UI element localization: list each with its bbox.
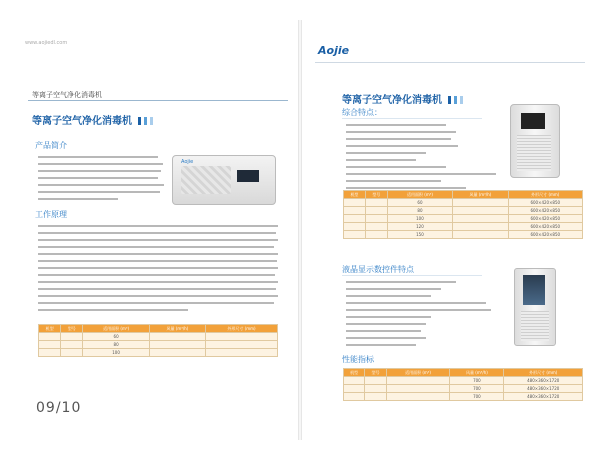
divider (342, 275, 482, 276)
feature-line (346, 152, 426, 154)
grille-icon (521, 311, 549, 341)
table-header-cell: 风量 (m³/h) (453, 191, 508, 199)
feature-line (346, 316, 431, 318)
feature-line (346, 173, 496, 175)
divider (28, 100, 288, 101)
table-cell: 100 (387, 215, 452, 223)
table-cell (365, 231, 387, 239)
feature-line (346, 145, 458, 147)
divider (315, 62, 585, 63)
principle-text-line (38, 274, 275, 276)
principle-text-line (38, 295, 278, 297)
divider (342, 118, 482, 119)
table-cell: 480×360×1720 (504, 385, 583, 393)
principle-text-line (38, 232, 276, 234)
left-header-title: 等离子空气净化消毒机 (32, 91, 102, 99)
table-cell (365, 199, 387, 207)
principle-text-line (38, 302, 274, 304)
table-header-cell: 适用面积 (m³) (83, 325, 149, 333)
table-cell: 60 (83, 333, 149, 341)
feature-line (346, 124, 446, 126)
principle-text-line (38, 281, 278, 283)
table-cell (61, 341, 83, 349)
table-header-cell: 机型 (39, 325, 61, 333)
table-cell (61, 349, 83, 357)
table-cell: 700 (450, 393, 504, 401)
table-cell: 700 (450, 385, 504, 393)
table-cell: 480×360×1720 (504, 377, 583, 385)
table-cell (453, 223, 508, 231)
right-page-title (342, 91, 463, 106)
intro-text-line (38, 191, 160, 193)
feature-line (346, 138, 451, 140)
floor-unit-image-2 (514, 268, 556, 346)
principle-text-line (38, 253, 278, 255)
table-row (344, 385, 583, 393)
feature-line (346, 309, 491, 311)
feature-line (346, 131, 456, 133)
principle-text-line (38, 260, 277, 262)
table-header-cell: 外形尺寸 (mm) (508, 191, 582, 199)
table-cell (344, 215, 366, 223)
table-row (39, 341, 278, 349)
table-row (344, 231, 583, 239)
right-spec-table-1 (343, 190, 583, 239)
page-spine (298, 20, 302, 440)
table-row (344, 215, 583, 223)
table-cell: 120 (387, 223, 452, 231)
title-bars-icon (445, 95, 463, 106)
table-cell: 480×360×1720 (504, 393, 583, 401)
principle-heading: 工作原理 (35, 210, 67, 219)
feature-line (346, 344, 416, 346)
lcd-heading: 液晶显示数控件特点 (342, 265, 414, 274)
table-cell (344, 207, 366, 215)
feature-line (346, 288, 441, 290)
table-row (39, 333, 278, 341)
table-cell (205, 333, 277, 341)
table-cell (453, 207, 508, 215)
feature-line (346, 281, 456, 283)
table-cell (386, 393, 450, 401)
table-header-cell: 型号 (365, 191, 387, 199)
table-cell (365, 393, 386, 401)
feature-line (346, 330, 421, 332)
table-header-row (344, 369, 583, 377)
principle-text-line (38, 267, 278, 269)
table-header-cell: 风量 (m³/h) (450, 369, 504, 377)
table-header-cell: 外形尺寸 (mm) (504, 369, 583, 377)
table-cell (205, 349, 277, 357)
table-cell: 600×420×850 (508, 199, 582, 207)
right-page-title-text: 等离子空气净化消毒机 (342, 95, 442, 106)
table-row (344, 199, 583, 207)
display-panel-icon (521, 113, 545, 129)
table-header-cell: 适用面积 (m³) (386, 369, 450, 377)
table-header-cell: 适用面积 (m³) (387, 191, 452, 199)
table-row (344, 377, 583, 385)
table-cell: 600×420×850 (508, 223, 582, 231)
intro-text-line (38, 170, 161, 172)
left-spec-table (38, 324, 278, 357)
perf-heading: 性能指标 (342, 355, 374, 364)
table-cell: 600×420×850 (508, 215, 582, 223)
table-cell: 150 (387, 231, 452, 239)
brand-logo: Aojie (318, 44, 350, 57)
feature-line (346, 180, 441, 182)
table-cell (149, 341, 205, 349)
table-cell (205, 341, 277, 349)
table-cell (344, 385, 365, 393)
table-header-cell: 外形尺寸 (mm) (205, 325, 277, 333)
wall-unit-image (172, 155, 276, 205)
principle-text-line (38, 239, 278, 241)
table-cell (61, 333, 83, 341)
table-cell (344, 199, 366, 207)
table-cell: 80 (83, 341, 149, 349)
table-header-cell: 型号 (365, 369, 386, 377)
table-row (344, 223, 583, 231)
table-cell (344, 223, 366, 231)
table-cell (365, 215, 387, 223)
table-cell (365, 223, 387, 231)
table-header-cell: 机型 (344, 369, 365, 377)
product-brand: Aojie (181, 159, 194, 165)
floor-unit-image (510, 104, 560, 178)
table-header-cell: 机型 (344, 191, 366, 199)
intro-text-line (38, 184, 164, 186)
table-cell: 100 (83, 349, 149, 357)
table-cell (344, 393, 365, 401)
table-cell (365, 377, 386, 385)
table-header-cell: 风量 (m³/h) (149, 325, 205, 333)
feature-line (346, 166, 446, 168)
table-cell: 600×420×850 (508, 231, 582, 239)
left-page-title-text: 等离子空气净化消毒机 (32, 116, 132, 127)
feature-line (346, 159, 416, 161)
features-heading: 综合特点： (342, 108, 382, 117)
principle-text-line (38, 309, 188, 311)
site-url: www.aojiedl.com (25, 40, 68, 46)
table-cell (39, 349, 61, 357)
feature-line (346, 302, 486, 304)
table-cell (453, 231, 508, 239)
right-spec-table-2 (343, 368, 583, 401)
left-page (10, 20, 290, 440)
table-row (344, 393, 583, 401)
table-cell (453, 199, 508, 207)
table-cell (453, 215, 508, 223)
principle-text-line (38, 225, 278, 227)
table-cell (149, 349, 205, 357)
table-row (39, 349, 278, 357)
table-cell: 80 (387, 207, 452, 215)
table-cell (344, 231, 366, 239)
control-panel-icon (237, 170, 259, 182)
table-row (344, 207, 583, 215)
title-bars-icon (135, 116, 153, 127)
table-cell: 700 (450, 377, 504, 385)
display-panel-icon (523, 275, 545, 305)
table-header-row (39, 325, 278, 333)
intro-text-line (38, 163, 163, 165)
table-header-row (344, 191, 583, 199)
principle-text-line (38, 246, 274, 248)
feature-line (346, 323, 426, 325)
table-cell (386, 377, 450, 385)
page-number: 09/10 (36, 400, 82, 416)
table-cell: 60 (387, 199, 452, 207)
principle-text-line (38, 288, 276, 290)
intro-text-line (38, 156, 158, 158)
table-cell (149, 333, 205, 341)
feature-line (346, 337, 426, 339)
table-cell (386, 385, 450, 393)
table-cell (344, 377, 365, 385)
table-cell (365, 385, 386, 393)
table-cell (39, 341, 61, 349)
intro-text-line (38, 198, 118, 200)
intro-heading: 产品简介 (35, 141, 67, 150)
table-cell (39, 333, 61, 341)
table-header-cell: 型号 (61, 325, 83, 333)
feature-line (346, 295, 431, 297)
table-cell: 600×420×850 (508, 207, 582, 215)
table-cell (365, 207, 387, 215)
grille-icon (517, 135, 551, 171)
feature-line (346, 187, 466, 189)
intro-text-line (38, 177, 158, 179)
left-page-title (32, 112, 153, 127)
decor-pattern (181, 166, 231, 194)
